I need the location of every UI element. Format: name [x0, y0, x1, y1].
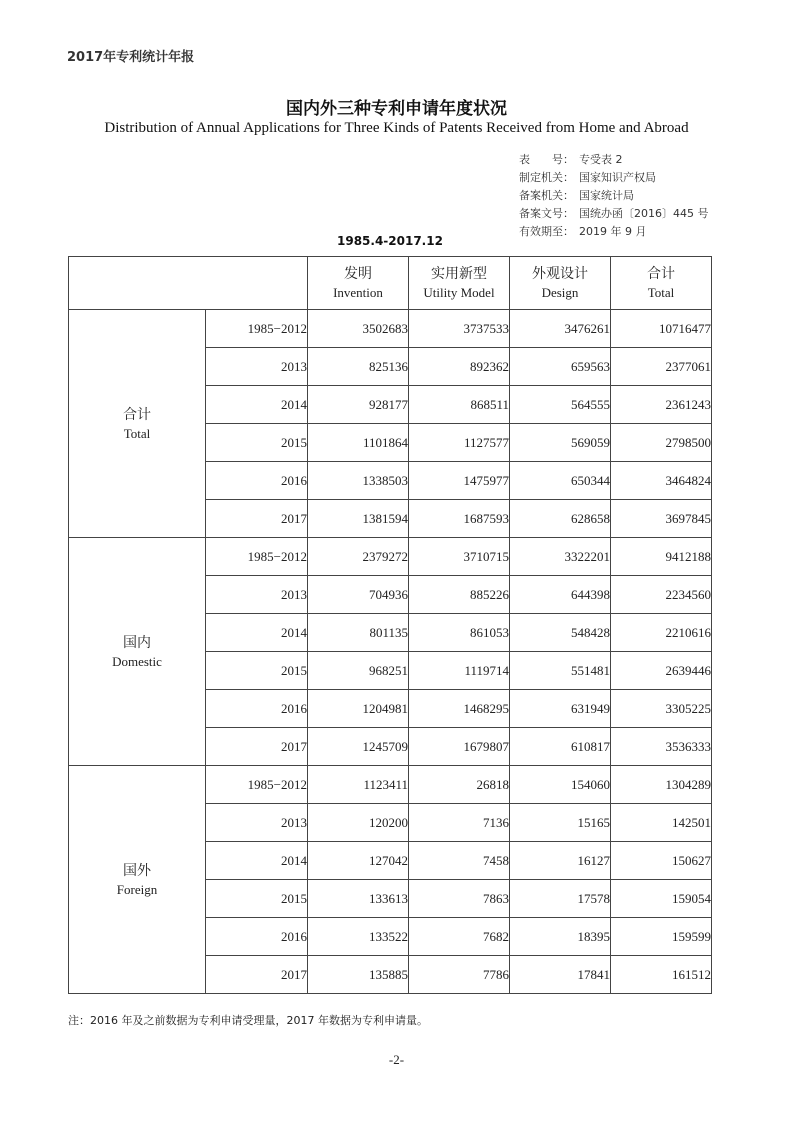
value-cell: 17578 — [510, 880, 611, 918]
value-cell: 1304289 — [611, 766, 712, 804]
value-cell: 2377061 — [611, 348, 712, 386]
meta-key: 制定机关： — [519, 171, 574, 184]
year-cell: 1985−2012 — [206, 538, 308, 576]
year-cell: 1985−2012 — [206, 310, 308, 348]
column-header-total — [611, 257, 712, 310]
value-cell: 1204981 — [308, 690, 409, 728]
value-cell: 861053 — [409, 614, 510, 652]
value-cell: 133522 — [308, 918, 409, 956]
year-cell: 2015 — [206, 424, 308, 462]
table-row — [69, 538, 712, 576]
meta-row — [519, 151, 709, 169]
column-header-cn: 外观设计 — [532, 266, 588, 282]
value-cell: 548428 — [510, 614, 611, 652]
group-label-cn: 国外 — [123, 862, 151, 879]
year-cell: 2016 — [206, 462, 308, 500]
value-cell: 135885 — [308, 956, 409, 994]
year-cell: 2013 — [206, 804, 308, 842]
value-cell: 1687593 — [409, 500, 510, 538]
value-cell: 610817 — [510, 728, 611, 766]
value-cell: 15165 — [510, 804, 611, 842]
value-cell: 704936 — [308, 576, 409, 614]
page-title-english: Distribution of Annual Applications for Three Kinds of Patents Received from Home and Abroad — [104, 120, 689, 136]
page-number: -2- — [388, 1052, 405, 1067]
value-cell: 9412188 — [611, 538, 712, 576]
column-header-cn: 发明 — [344, 266, 372, 282]
group-label-cn: 合计 — [123, 406, 151, 423]
group-label-domestic — [69, 538, 206, 766]
value-cell: 968251 — [308, 652, 409, 690]
value-cell: 161512 — [611, 956, 712, 994]
column-header-en: Utility Model — [423, 285, 495, 300]
value-cell: 7786 — [409, 956, 510, 994]
value-cell: 7136 — [409, 804, 510, 842]
value-cell: 3322201 — [510, 538, 611, 576]
group-label-cn: 国内 — [123, 634, 151, 651]
column-header-invention — [308, 257, 409, 310]
report-header: 2017年专利统计年报 — [67, 50, 195, 65]
value-cell: 2210616 — [611, 614, 712, 652]
value-cell: 7863 — [409, 880, 510, 918]
year-cell: 2016 — [206, 918, 308, 956]
value-cell: 1245709 — [308, 728, 409, 766]
meta-value: 国家统计局 — [579, 189, 634, 202]
value-cell: 3737533 — [409, 310, 510, 348]
value-cell: 892362 — [409, 348, 510, 386]
meta-row — [519, 169, 709, 187]
value-cell: 825136 — [308, 348, 409, 386]
value-cell: 1123411 — [308, 766, 409, 804]
value-cell: 2361243 — [611, 386, 712, 424]
value-cell: 631949 — [510, 690, 611, 728]
value-cell: 1679807 — [409, 728, 510, 766]
value-cell: 2639446 — [611, 652, 712, 690]
value-cell: 127042 — [308, 842, 409, 880]
header-corner-cell — [69, 257, 308, 310]
table-header-row — [69, 257, 712, 310]
value-cell: 3536333 — [611, 728, 712, 766]
value-cell: 120200 — [308, 804, 409, 842]
value-cell: 26818 — [409, 766, 510, 804]
value-cell: 868511 — [409, 386, 510, 424]
value-cell: 2234560 — [611, 576, 712, 614]
value-cell: 1119714 — [409, 652, 510, 690]
group-label-en: Domestic — [112, 653, 162, 669]
value-cell: 154060 — [510, 766, 611, 804]
value-cell: 885226 — [409, 576, 510, 614]
meta-key: 有效期至： — [519, 225, 574, 238]
value-cell: 17841 — [510, 956, 611, 994]
value-cell: 659563 — [510, 348, 611, 386]
year-cell: 2013 — [206, 576, 308, 614]
value-cell: 928177 — [308, 386, 409, 424]
column-header-design — [510, 257, 611, 310]
meta-value: 国家知识产权局 — [579, 171, 656, 184]
column-header-en: Invention — [333, 285, 383, 300]
group-label-en: Foreign — [116, 881, 158, 897]
meta-value: 专受表 2 — [579, 153, 623, 166]
value-cell: 3464824 — [611, 462, 712, 500]
value-cell: 569059 — [510, 424, 611, 462]
meta-value: 国统办函〔2016〕445 号 — [579, 207, 709, 220]
meta-key: 表 号： — [519, 153, 574, 166]
value-cell: 2798500 — [611, 424, 712, 462]
value-cell: 159054 — [611, 880, 712, 918]
year-cell: 2014 — [206, 614, 308, 652]
value-cell: 142501 — [611, 804, 712, 842]
column-header-en: Design — [541, 285, 579, 300]
year-cell: 2013 — [206, 348, 308, 386]
table-footnote: 注：2016 年及之前数据为专利申请受理量，2017 年数据为专利申请量。 — [68, 1014, 428, 1027]
value-cell: 564555 — [510, 386, 611, 424]
value-cell: 1101864 — [308, 424, 409, 462]
value-cell: 628658 — [510, 500, 611, 538]
meta-row — [519, 223, 709, 241]
year-cell: 2014 — [206, 386, 308, 424]
year-cell: 2017 — [206, 956, 308, 994]
value-cell: 551481 — [510, 652, 611, 690]
value-cell: 3476261 — [510, 310, 611, 348]
value-cell: 133613 — [308, 880, 409, 918]
page-title-chinese: 国内外三种专利申请年度状况 — [286, 99, 507, 119]
value-cell: 801135 — [308, 614, 409, 652]
value-cell: 1468295 — [409, 690, 510, 728]
meta-row — [519, 205, 709, 223]
year-cell: 2017 — [206, 728, 308, 766]
table-row — [69, 310, 712, 348]
table-row — [69, 766, 712, 804]
year-cell: 2016 — [206, 690, 308, 728]
value-cell: 3710715 — [409, 538, 510, 576]
value-cell: 1338503 — [308, 462, 409, 500]
value-cell: 2379272 — [308, 538, 409, 576]
value-cell: 644398 — [510, 576, 611, 614]
value-cell: 1475977 — [409, 462, 510, 500]
value-cell: 1127577 — [409, 424, 510, 462]
year-cell: 2017 — [206, 500, 308, 538]
meta-value: 2019 年 9 月 — [579, 225, 647, 238]
group-label-total — [69, 310, 206, 538]
value-cell: 7682 — [409, 918, 510, 956]
value-cell: 18395 — [510, 918, 611, 956]
date-range: 1985.4-2017.12 — [337, 234, 443, 248]
value-cell: 159599 — [611, 918, 712, 956]
group-label-en: Total — [123, 425, 151, 441]
value-cell: 16127 — [510, 842, 611, 880]
group-label-foreign — [69, 766, 206, 994]
year-cell: 2015 — [206, 652, 308, 690]
meta-key: 备案机关： — [519, 189, 574, 202]
year-cell: 1985−2012 — [206, 766, 308, 804]
column-header-cn: 实用新型 — [431, 266, 487, 282]
column-header-utility-model — [409, 257, 510, 310]
column-header-cn: 合计 — [647, 266, 675, 282]
year-cell: 2014 — [206, 842, 308, 880]
value-cell: 150627 — [611, 842, 712, 880]
meta-key: 备案文号： — [519, 207, 574, 220]
value-cell: 3697845 — [611, 500, 712, 538]
meta-row — [519, 187, 709, 205]
value-cell: 650344 — [510, 462, 611, 500]
table-metadata — [519, 151, 709, 241]
column-header-en: Total — [647, 285, 675, 300]
value-cell: 1381594 — [308, 500, 409, 538]
value-cell: 3502683 — [308, 310, 409, 348]
value-cell: 3305225 — [611, 690, 712, 728]
year-cell: 2015 — [206, 880, 308, 918]
value-cell: 10716477 — [611, 310, 712, 348]
patent-applications-table — [68, 256, 712, 994]
value-cell: 7458 — [409, 842, 510, 880]
